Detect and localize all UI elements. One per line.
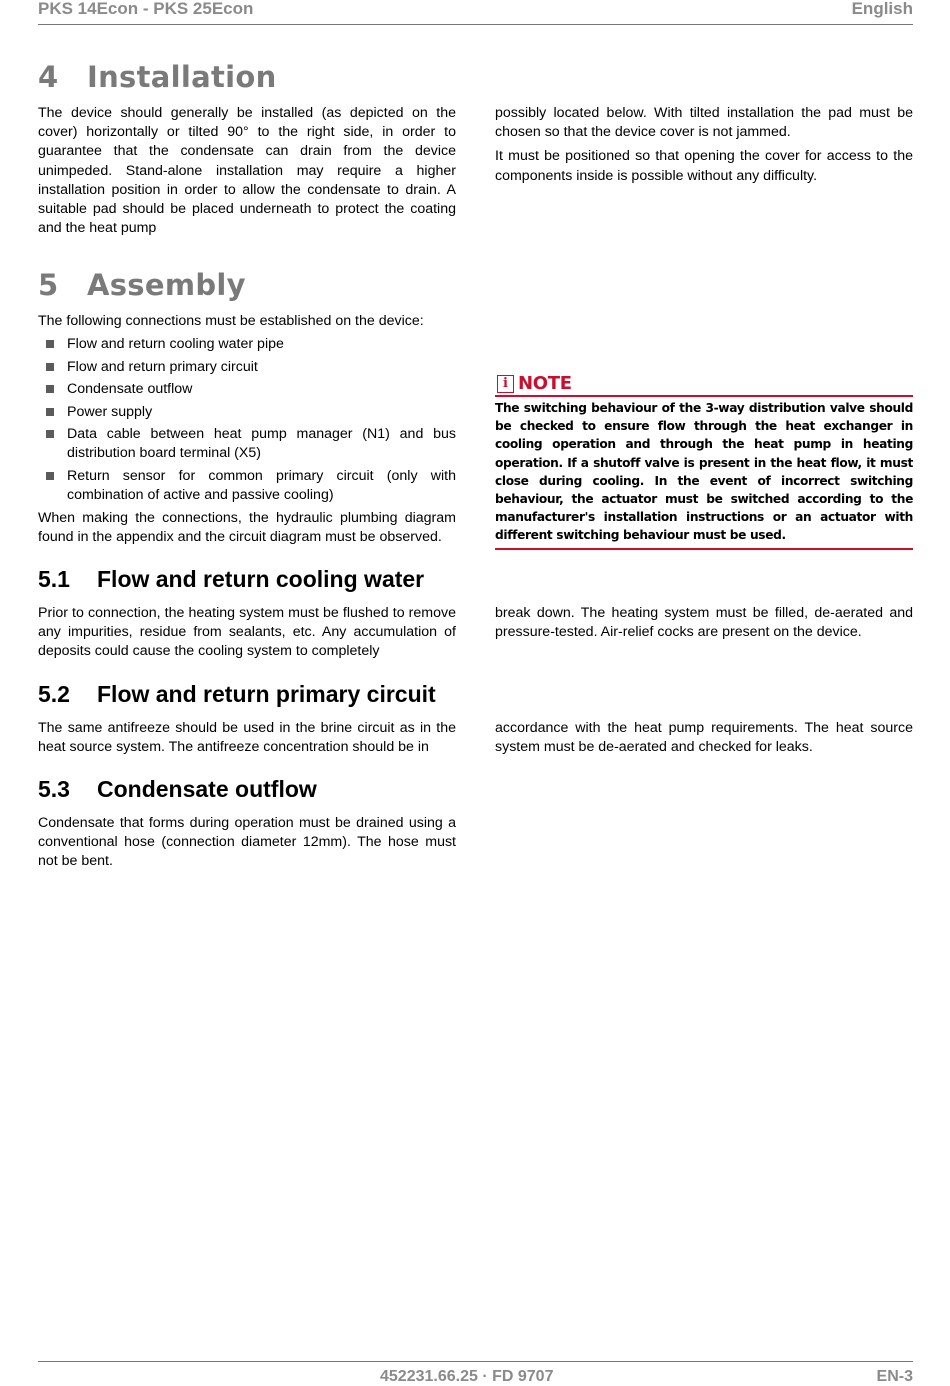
section-title: Installation	[87, 60, 277, 94]
paragraph: The same antifreeze should be used in the brine circuit as in the heat source system. The antifreeze concentration should be in	[38, 720, 456, 756]
list-item: Condensate outflow	[38, 380, 456, 399]
section-number: 4	[38, 60, 59, 94]
bullet-square-icon	[46, 363, 54, 371]
section-title: Flow and return cooling water	[97, 566, 425, 592]
section-5-2-right-column	[495, 719, 913, 762]
paragraph: It must be positioned so that opening the cover for access to the components inside is possible without any difficulty.	[495, 148, 913, 184]
section-title: Flow and return primary circuit	[97, 681, 436, 707]
section-5-2-left-column	[38, 719, 456, 762]
section-5-heading	[38, 268, 246, 302]
page-footer	[38, 1361, 913, 1385]
bullet-square-icon	[46, 472, 54, 480]
list-item: Flow and return cooling water pipe	[38, 335, 456, 354]
section-5-3-heading	[38, 776, 317, 803]
header-product-name: PKS 14Econ - PKS 25Econ	[38, 0, 254, 18]
list-item: Flow and return primary circuit	[38, 358, 456, 377]
section-number: 5	[38, 268, 59, 302]
paragraph: Condensate that forms during operation must be drained using a conventional hose (connection diameter 12mm). The hose must not be bent.	[38, 815, 456, 870]
section-5-1-heading	[38, 566, 424, 593]
header-language: English	[851, 0, 913, 18]
info-icon: i	[497, 375, 514, 393]
paragraph: possibly located below. With tilted installation the pad must be chosen so that the device cover is not jammed.	[495, 105, 913, 141]
bullet-square-icon	[46, 430, 54, 438]
section-5-1-right-column	[495, 604, 913, 647]
section-5-left-column	[38, 312, 456, 552]
paragraph: The device should generally be installed (as depicted on the cover) horizontally or tilted 90° to the right side, in order to guarantee that the condensate can drain from the device unimpeded. Stand-alone installation may require a higher installation position in order to allow the condensate to drain. A suitable pad should be placed underneath to protect the coating and the heat pump	[38, 105, 456, 237]
section-number: 5.3	[38, 776, 70, 802]
paragraph: When making the connections, the hydraulic plumbing diagram found in the appendix and the circuit diagram must be observed.	[38, 509, 456, 545]
section-4-heading	[38, 60, 277, 94]
note-text: The switching behaviour of the 3-way distribution valve should be checked to ensure flow through the heat exchanger in cooling operation and through the heat pump in heating operation. If a shutoff valve is present in the heat flow, it must close during cooling. In the event of incorrect switching behaviour, the actuator must be switched according to the manufacturer's installation instructions or an actuator with different switching behaviour must be used.	[495, 397, 913, 550]
page-number: EN-3	[876, 1368, 913, 1385]
connection-list	[38, 335, 456, 505]
paragraph: break down. The heating system must be filled, de-aerated and pressure-tested. Air-relief cocks are present on the device.	[495, 605, 913, 641]
list-item: Power supply	[38, 403, 456, 422]
section-5-3-left-column	[38, 814, 456, 877]
note-title: NOTE	[518, 373, 572, 394]
section-title: Condensate outflow	[97, 776, 317, 802]
paragraph: Prior to connection, the heating system must be flushed to remove any impurities, residue from sealants, etc. Any accumulation of deposits could cause the cooling system to completely	[38, 605, 456, 660]
section-5-1-left-column	[38, 604, 456, 667]
section-4-left-column	[38, 104, 456, 243]
section-title: Assembly	[87, 268, 246, 302]
note-box	[495, 373, 913, 550]
bullet-square-icon	[46, 340, 54, 348]
list-item: Data cable between heat pump manager (N1) and bus distribution board terminal (X5)	[38, 425, 456, 463]
section-5-2-heading	[38, 681, 436, 708]
section-4-right-column	[495, 104, 913, 191]
section-number: 5.2	[38, 681, 70, 707]
paragraph: accordance with the heat pump requirements. The heat source system must be de-aerated and checked for leaks.	[495, 720, 913, 756]
bullet-square-icon	[46, 408, 54, 416]
bullet-square-icon	[46, 385, 54, 393]
list-item: Return sensor for common primary circuit (only with combination of active and passive cooling)	[38, 467, 456, 505]
document-number: 452231.66.25 · FD 9707	[380, 1368, 554, 1385]
note-header	[495, 373, 913, 397]
section-number: 5.1	[38, 566, 70, 592]
paragraph: The following connections must be established on the device:	[38, 313, 424, 329]
page-header	[38, 0, 913, 25]
